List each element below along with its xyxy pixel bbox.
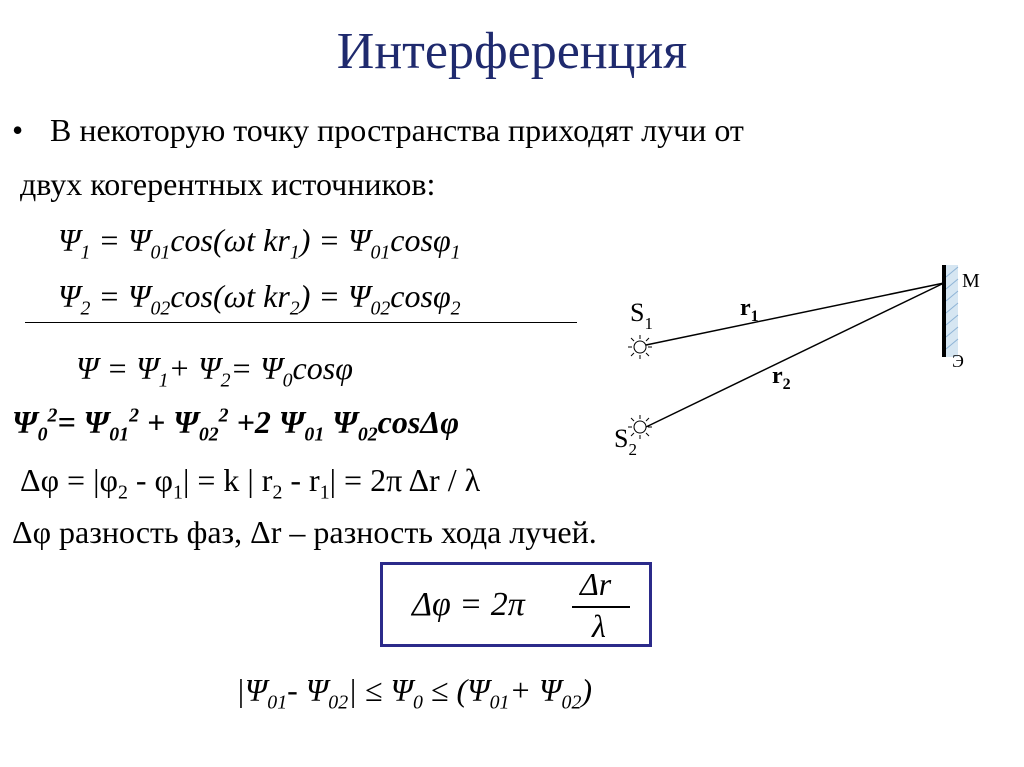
equation-amplitude: $\Psi_0^2= \Psi_{01}^2 + \Psi_{02}^2 +2$ $\Psi_{01}$ $\Psi_{02}\cos\Delta\varphi$	[12, 404, 460, 446]
amplitude-inequality: $|\Psi_{01}-$ $\Psi_{02}| \le \Psi_0 \le (\Psi_{01}+ \Psi_{02})$	[236, 672, 593, 714]
equation-psi1: $\Psi_1 = \Psi_{01}\cos(\omega t$ $kr_1) = \Psi_{01}\cos\varphi_1$	[58, 222, 461, 264]
intro-line-1: В некоторую точку пространства приходят лучи от	[50, 112, 744, 148]
label-s1: $S_1$	[630, 298, 653, 333]
intro-line-2: двух когерентных источников:	[20, 166, 436, 202]
equation-psi2: $\Psi_2 = \Psi_{02}\cos(\omega t$ $kr_2) = \Psi_{02}\cos\varphi_2$	[58, 278, 461, 320]
label-screen: Э	[952, 351, 964, 371]
label-r2: $r_2$	[772, 363, 791, 393]
equation-phase-difference: $\Delta\varphi = |\varphi_2 - \varphi_1| = k$ | $r_2 - r_1| = 2\pi$ Δr / λ	[20, 462, 481, 504]
interference-diagram	[600, 255, 1010, 475]
boxed-formula-lhs: Δφ = 2π	[412, 586, 525, 623]
divider-line	[25, 322, 577, 323]
ray-r2	[646, 283, 944, 427]
boxed-formula-denominator: λ	[592, 608, 606, 644]
source-s2-icon	[628, 415, 652, 439]
ray-r1	[646, 283, 944, 345]
equation-superposition: $\Psi = \Psi_1+ \Psi_2= \Psi_0\cos\varphi$	[76, 350, 353, 392]
label-s2: $S_2$	[614, 424, 637, 459]
page-title: Интерференция	[336, 23, 688, 80]
label-point-m: M	[962, 270, 980, 292]
bullet-marker: •	[12, 112, 24, 148]
label-r1: $r_1$	[740, 295, 759, 325]
definitions-line: Δφ разность фаз, Δr – разность хода лучей.	[12, 514, 597, 550]
boxed-formula-numerator: Δr	[580, 566, 612, 602]
source-s1-icon	[628, 335, 652, 359]
